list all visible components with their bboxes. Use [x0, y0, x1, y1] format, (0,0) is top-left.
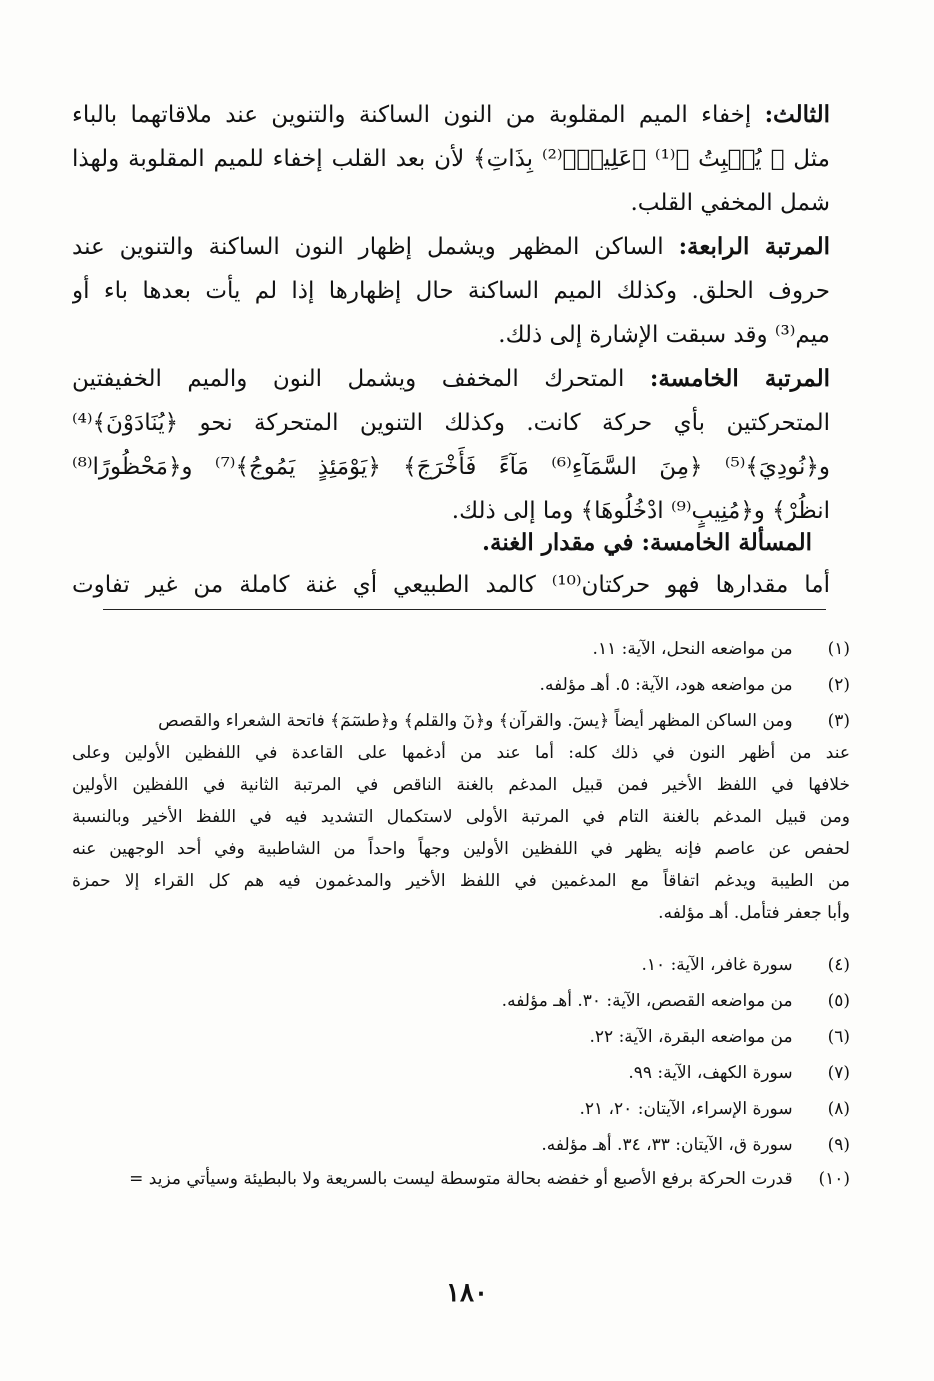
text-line: و﴿نُودِيَ﴾⁽⁵⁾ ﴿مِنَ السَّمَآءِ⁽⁶⁾ مَآءً فَأَخْرَجَ﴾ ﴿يَوْمَئِذٍ يَمُوجُ﴾⁽⁷⁾ و﴿مَحْظُورًا⁽⁸⁾: [72, 454, 830, 480]
footnote-continuation: عند من أظهر النون في ذلك كله: أما عند من أدغمها على القاعدة في اللفظين الأولين وعلى: [72, 743, 850, 763]
text-line: المرتبة الرابعة: الساكن المظهر ويشمل إظهار النون الساكنة والتنوين عند: [72, 233, 830, 260]
text-line: المرتبة الخامسة: المتحرك المخفف ويشمل النون والميم الخفيفتين: [72, 365, 830, 392]
footnote-text: سورة ق، الآيتان: ٣٣، ٣٤. أهـ مؤلفه.: [541, 1135, 793, 1155]
footnote: [72, 632, 850, 666]
footnote-number: (٦): [827, 1027, 850, 1047]
section-heading: المسألة الخامسة: في مقدار الغنة.: [482, 529, 812, 556]
text-line: شمل المخفي القلب.: [630, 190, 830, 216]
text-line: حروف الحلق. وكذلك الميم الساكنة حال إظهارها إذا لم يأت بعدها باء أو: [72, 278, 830, 304]
footnote: [72, 1092, 850, 1126]
footnote-text: من مواضعه النحل، الآية: ١١.: [592, 639, 793, 659]
footnote-text: من مواضعه هود، الآية: ٥. أهـ مؤلفه.: [539, 675, 793, 695]
text-line: المتحركتين بأي حركة كانت. وكذلك التنوين المتحركة نحو ﴿يُنَادَوْنَ﴾⁽⁴⁾: [72, 410, 830, 436]
footnote-text: سورة الكهف، الآية: ٩٩.: [628, 1063, 793, 1083]
footnote: [72, 984, 850, 1018]
footnote-number: (٨): [827, 1099, 850, 1119]
footnote-divider: [103, 609, 826, 610]
page-number: ١٨٠: [446, 1278, 488, 1308]
footnote: [72, 1020, 850, 1054]
text-line: انظُرْ﴾ و﴿مُنِيبٍ⁽⁹⁾ ادْخُلُوهَا﴾ وما إلى ذلك.: [451, 498, 830, 524]
footnote: [72, 1056, 850, 1090]
text-line: ميم⁽³⁾ وقد سبقت الإشارة إلى ذلك.: [498, 322, 830, 348]
text-line: الثالث: إخفاء الميم المقلوبة من النون الساكنة والتنوين عند ملاقاتهما بالباء: [72, 101, 830, 128]
footnote-number: (٩): [827, 1135, 850, 1155]
footnote-number: (١٠): [818, 1169, 850, 1189]
footnote-continuation: ومن قبيل المدغم بالغنة التام في المرتبة الأولى لاستكمال التشديد فيه في اللفظ الأخير وبالنسبة: [72, 807, 850, 827]
footnote-number: (٤): [827, 955, 850, 975]
footnote-number: (١): [827, 639, 850, 659]
footnote-text: من مواضعه البقرة، الآية: ٢٢.: [589, 1027, 793, 1047]
footnote-text: سورة غافر، الآية: ١٠.: [641, 955, 793, 975]
footnote-number: (٥): [827, 991, 850, 1011]
footnote: [72, 1128, 850, 1162]
footnote-text: ومن الساكن المظهر أيضاً ﴿يسٓ. والقرآن﴾ و﴿نٓ والقلم﴾ و﴿طسٓمٓ﴾ فاتحة الشعراء والقصص: [158, 711, 793, 731]
footnote-continuation: خلافها في اللفظ الأخير فمن قبيل المدغم بالغنة الناقص في المرتبة الثانية في اللفظين الأولين: [72, 775, 850, 795]
footnote: [72, 668, 850, 702]
text-line: مثل ﴿ يُنۢبِتُ ﴾⁽¹⁾ ﴿عَلِيمٌۢ⁽²⁾ بِذَاتِ﴾ لأن بعد القلب إخفاء للميم المقلوبة ولهذا: [72, 146, 830, 172]
text-line: أما مقدارها فهو حركتان⁽¹⁰⁾ كالمد الطبيعي أي غنة كاملة من غير تفاوت: [72, 572, 830, 598]
footnote: [72, 704, 850, 738]
footnote-continuation: لحفص عن عاصم فإنه يظهر في اللفظين الأولين وجهاً واحداً من الشاطبية وفي أحد الوجهين عنه: [72, 839, 850, 859]
footnote-text: سورة الإسراء، الآيتان: ٢٠، ٢١.: [579, 1099, 793, 1119]
footnote-number: (٢): [827, 675, 850, 695]
footnote: [72, 1162, 850, 1196]
footnote-continuation: وأبا جعفر فتأمل. أهـ مؤلفه.: [658, 903, 850, 923]
footnote-number: (٧): [827, 1063, 850, 1083]
footnote-text: قدرت الحركة برفع الأصبع أو خفضه بحالة متوسطة ليست بالسريعة ولا بالبطيئة وسيأتي مزيد =: [129, 1169, 793, 1189]
footnote-number: (٣): [827, 711, 850, 731]
footnote: [72, 948, 850, 982]
footnote-text: من مواضعه القصص، الآية: ٣٠. أهـ مؤلفه.: [501, 991, 793, 1011]
footnote-continuation: من الطيبة ويدغم اتفاقاً مع المدغمين في اللفظ الأخير والمدغمون فيه هم كل القراء إلا حمزة: [72, 871, 850, 891]
